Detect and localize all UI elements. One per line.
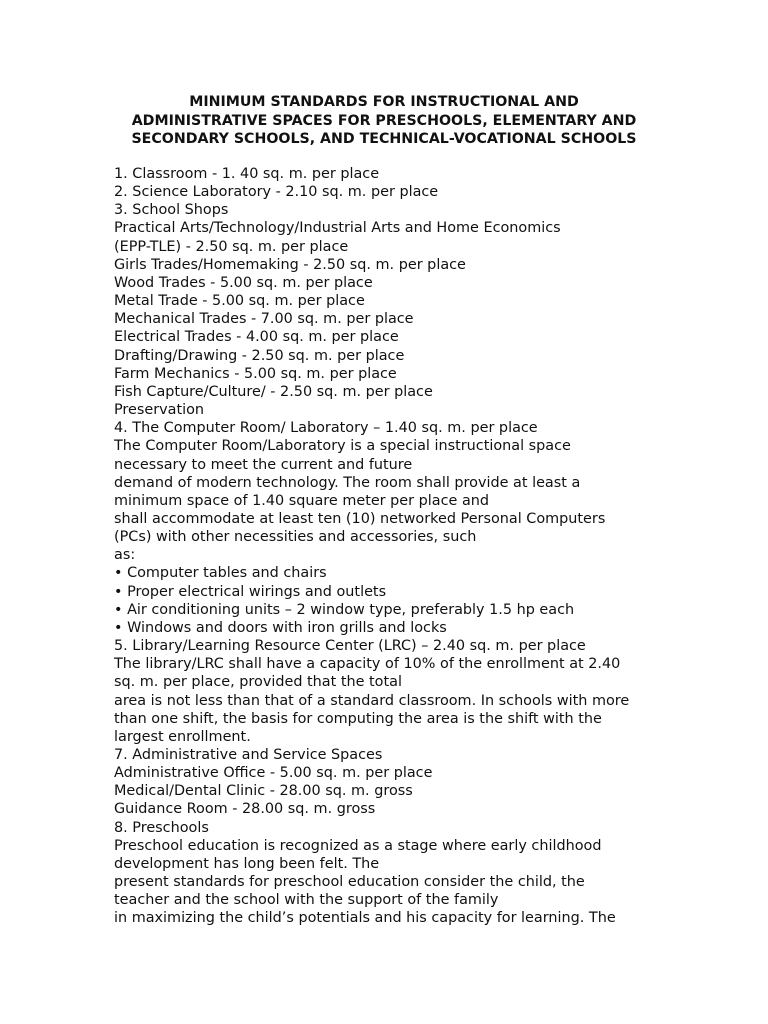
body-line: Guidance Room - 28.00 sq. m. gross [114, 801, 376, 818]
body-line: largest enrollment. [114, 728, 251, 745]
bullet-item: • Windows and doors with iron grills and locks [114, 619, 447, 636]
body-line: development has long been felt. The [114, 855, 380, 872]
body-line: Electrical Trades - 4.00 sq. m. per place [114, 329, 399, 346]
body-line: 5. Library/Learning Resource Center (LRC) – 2.40 sq. m. per place [114, 638, 586, 655]
body-line: Mechanical Trades - 7.00 sq. m. per place [114, 311, 414, 328]
body-line: Girls Trades/Homemaking - 2.50 sq. m. per place [114, 256, 466, 273]
body-line: Administrative Office - 5.00 sq. m. per place [114, 765, 433, 782]
body-line: shall accommodate at least ten (10) networked Personal Computers [114, 510, 606, 527]
document-body [114, 165, 674, 928]
body-line: teacher and the school with the support of the family [114, 892, 499, 909]
body-line: Drafting/Drawing - 2.50 sq. m. per place [114, 347, 405, 364]
body-line: 3. School Shops [114, 202, 229, 219]
title-line: MINIMUM STANDARDS FOR INSTRUCTIONAL AND [189, 94, 579, 110]
body-line: in maximizing the child’s potentials and his capacity for learning. The [114, 910, 616, 927]
title-line: SECONDARY SCHOOLS, AND TECHNICAL-VOCATIONAL SCHOOLS [131, 131, 637, 147]
document-title [100, 93, 668, 149]
body-line: 7. Administrative and Service Spaces [114, 747, 383, 763]
body-line: (PCs) with other necessities and accessories, such [114, 529, 477, 546]
body-line: as: [114, 547, 136, 564]
bullet-item: • Computer tables and chairs [114, 565, 327, 582]
body-line: Preservation [114, 402, 205, 419]
body-line: Wood Trades - 5.00 sq. m. per place [114, 274, 373, 291]
body-line: Fish Capture/Culture/ - 2.50 sq. m. per place [114, 383, 433, 400]
body-line: 1. Classroom - 1. 40 sq. m. per place [114, 166, 380, 182]
body-line: The Computer Room/Laboratory is a special instructional space [114, 438, 571, 455]
body-line: Preschool education is recognized as a stage where early childhood [114, 837, 602, 854]
body-line: 2. Science Laboratory - 2.10 sq. m. per place [114, 184, 439, 201]
body-line: 4. The Computer Room/ Laboratory – 1.40 sq. m. per place [114, 420, 538, 437]
body-line: necessary to meet the current and future [114, 456, 413, 473]
body-line: 8. Preschools [114, 819, 209, 836]
body-line: demand of modern technology. The room shall provide at least a [114, 474, 581, 491]
body-line: sq. m. per place, provided that the total [114, 674, 402, 691]
title-line: ADMINISTRATIVE SPACES FOR PRESCHOOLS, ELEMENTARY AND [131, 112, 637, 129]
body-line: Metal Trade - 5.00 sq. m. per place [114, 293, 365, 310]
body-line: area is not less than that of a standard classroom. In schools with more [114, 692, 630, 709]
body-line: Practical Arts/Technology/Industrial Arts and Home Economics [114, 220, 561, 237]
body-line: The library/LRC shall have a capacity of 10% of the enrollment at 2.40 [114, 656, 621, 673]
body-line: Medical/Dental Clinic - 28.00 sq. m. gross [114, 783, 413, 800]
body-line: than one shift, the basis for computing the area is the shift with the [114, 710, 602, 727]
bullet-item: • Proper electrical wirings and outlets [114, 583, 387, 600]
body-line: Farm Mechanics - 5.00 sq. m. per place [114, 365, 397, 382]
body-line: (EPP-TLE) - 2.50 sq. m. per place [114, 238, 349, 255]
body-line: present standards for preschool education consider the child, the [114, 874, 585, 891]
bullet-item: • Air conditioning units – 2 window type, preferably 1.5 hp each [114, 601, 575, 618]
body-line: minimum space of 1.40 square meter per place and [114, 492, 490, 509]
